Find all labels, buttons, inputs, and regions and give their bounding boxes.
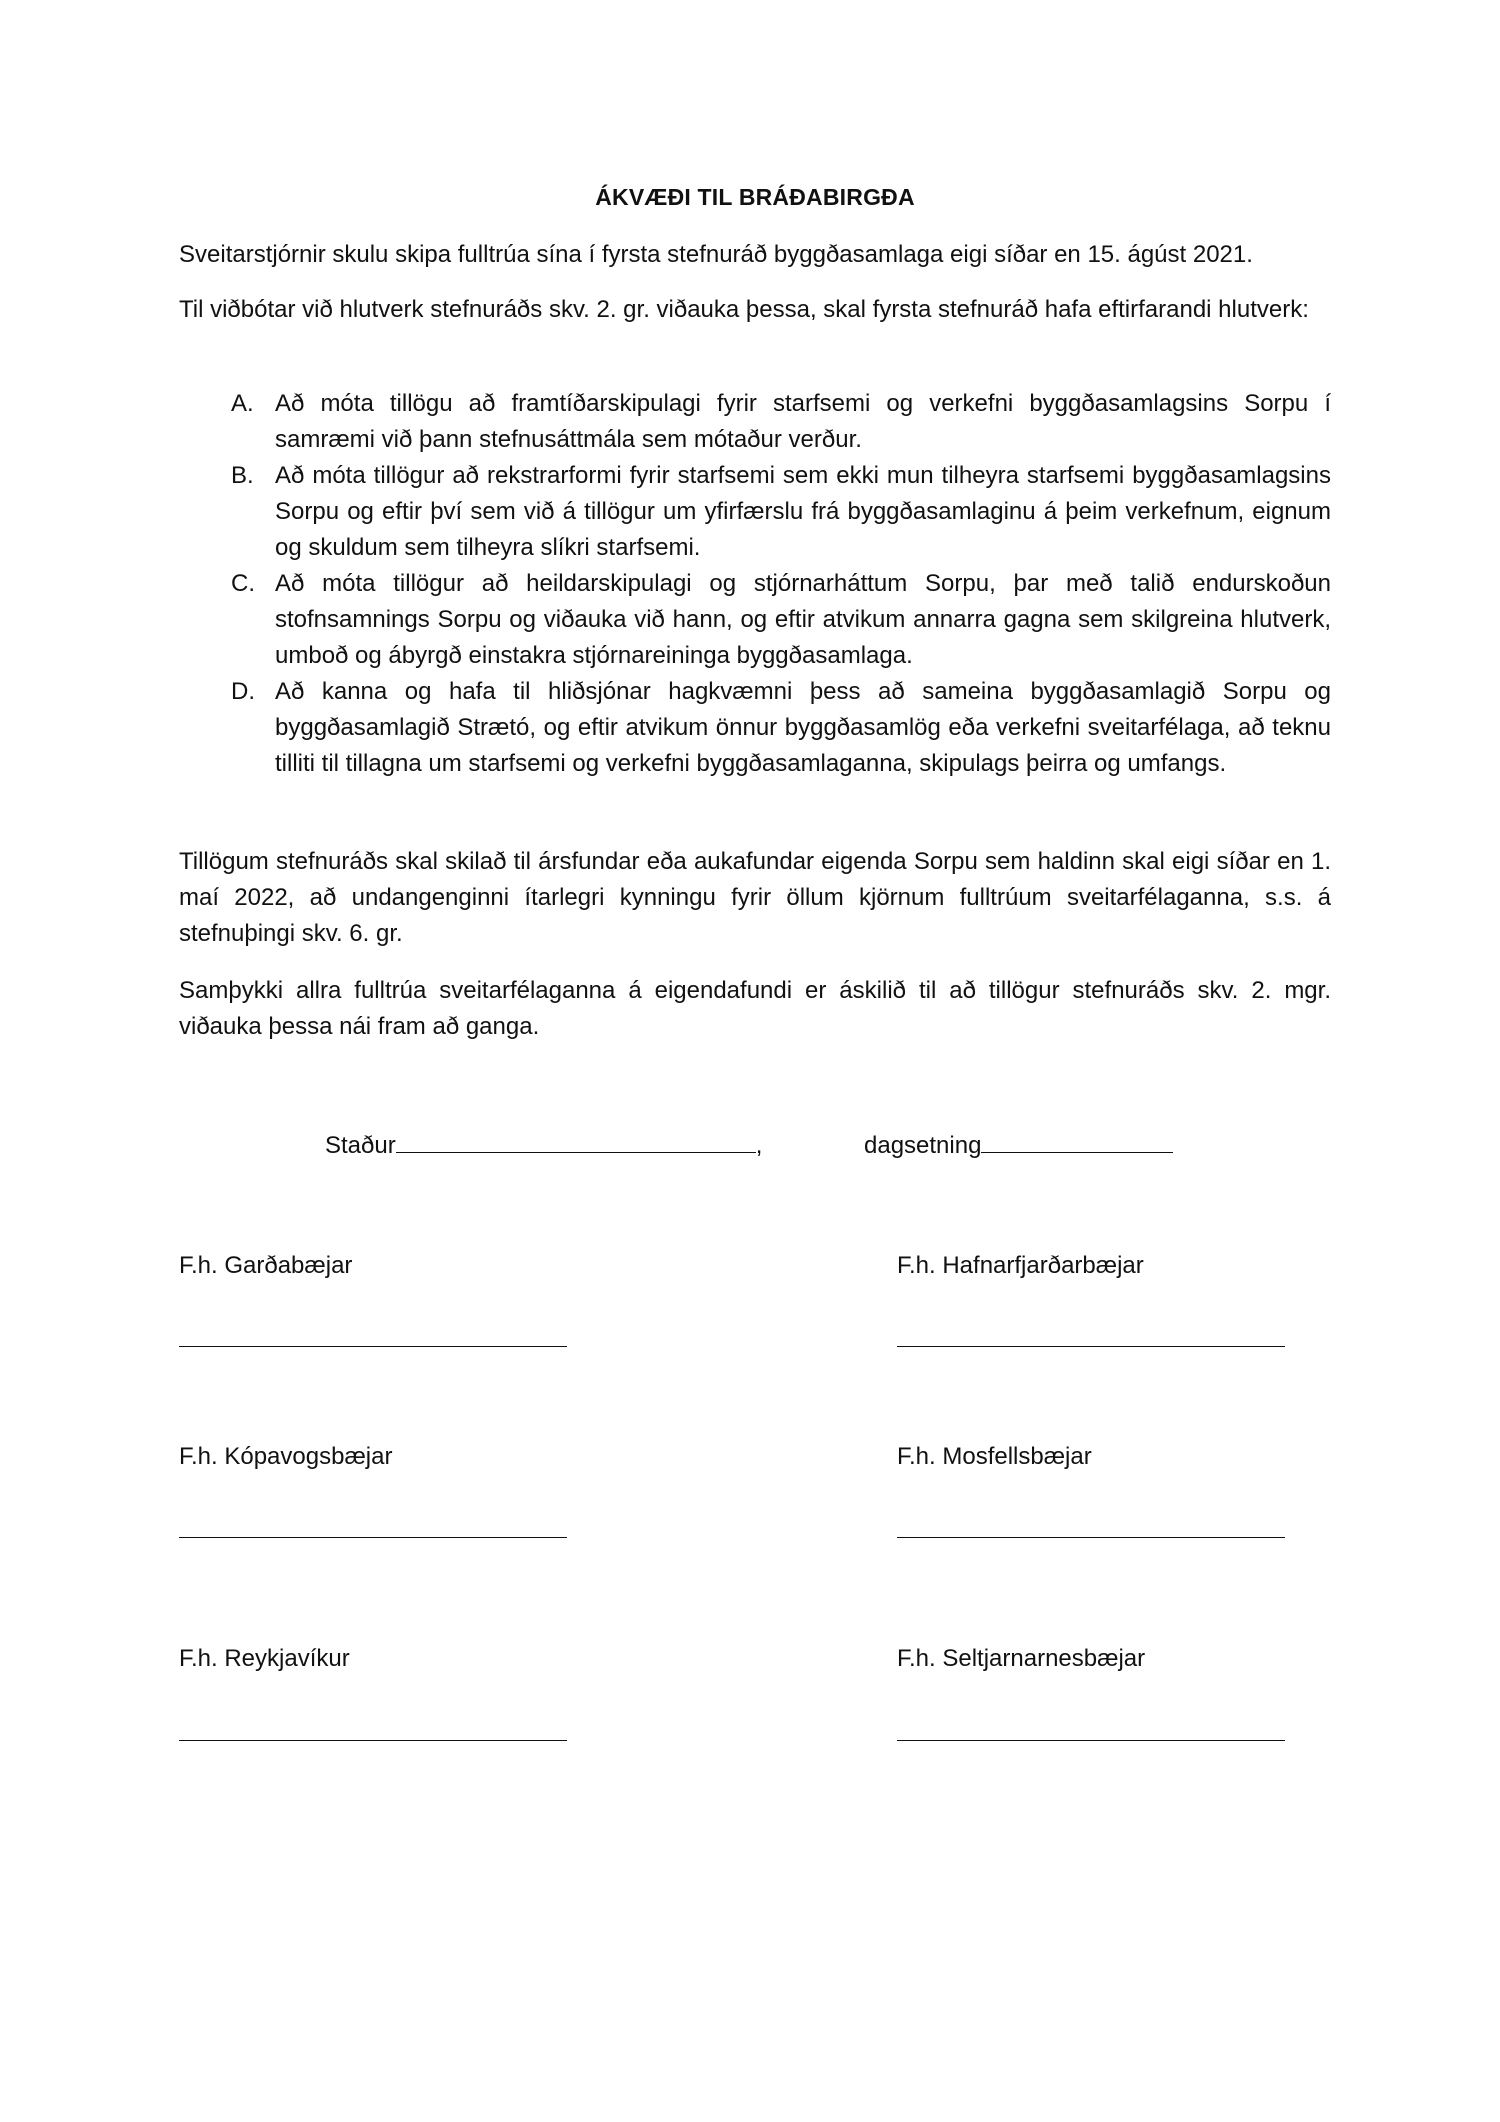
list-item-text: Að kanna og hafa til hliðsjónar hagkvæmni þess að sameina byggðasamlagið Sorpu og byggðasamlagið Strætó, og eftir atvikum önnur byggðasamlög eða verkefni sveitarfélaga, að teknu tilliti til tillagna um starfsemi og verkefni byggðasamlaganna, skipulags þeirra og umfangs. [275, 678, 1331, 777]
signature-line[interactable] [897, 1346, 1285, 1347]
signature-line[interactable] [897, 1740, 1285, 1741]
signatory-reykjavik: F.h. Reykjavíkur [179, 1645, 350, 1672]
date-blank[interactable] [981, 1126, 1173, 1153]
paragraph-approval: Samþykki allra fulltrúa sveitarfélaganna á eigendafundi er áskilið til að tillögur stefnuráðs skv. 2. mgr. viðauka þessa nái fram að ganga. [179, 977, 1331, 1040]
signatory-kopavogur: F.h. Kópavogsbæjar [179, 1443, 393, 1470]
place-field [325, 1126, 762, 1164]
place-separator: , [755, 1132, 763, 1159]
list-item [179, 458, 1331, 566]
place-label: Staður [325, 1132, 396, 1159]
signature-line[interactable] [897, 1537, 1285, 1538]
list-marker: A. [231, 390, 254, 417]
signatory-seltjarnarnes: F.h. Seltjarnarnesbæjar [897, 1645, 1146, 1672]
list-item [179, 674, 1331, 782]
place-blank[interactable] [396, 1126, 756, 1153]
signatory-hafnarfjordur: F.h. Hafnarfjarðarbæjar [897, 1252, 1144, 1279]
list-item [179, 386, 1331, 458]
date-field [864, 1126, 1173, 1164]
document-title: ÁKVÆÐI TIL BRÁÐABIRGÐA [595, 184, 915, 210]
signatory-mosfellsbaer: F.h. Mosfellsbæjar [897, 1443, 1092, 1470]
list-item-text: Að móta tillögur að heildarskipulagi og stjórnarháttum Sorpu, þar með talið endurskoðun stofnsamnings Sorpu og viðauka við hann, og eftir atvikum annarra gagna sem skilgreina hlutverk, umboð og ábyrgð einstakra stjórnareininga byggðasamlaga. [275, 570, 1331, 669]
paragraph-appointment: Sveitarstjórnir skulu skipa fulltrúa sína í fyrsta stefnuráð byggðasamlaga eigi síðar en 15. ágúst 2021. [179, 241, 1253, 268]
paragraph-submission: Tillögum stefnuráðs skal skilað til ársfundar eða aukafundar eigenda Sorpu sem haldinn skal eigi síðar en 1. maí 2022, að undangenginni ítarlegri kynningu fyrir öllum kjörnum fulltrúum sveitarfélaganna, s.s. á stefnuþingi skv. 6. gr. [179, 848, 1331, 947]
date-label: dagsetning [864, 1132, 982, 1159]
paragraph-additional-roles: Til viðbótar við hlutverk stefnuráðs skv. 2. gr. viðauka þessa, skal fyrsta stefnuráð hafa eftirfarandi hlutverk: [179, 296, 1309, 323]
list-marker: B. [231, 462, 254, 489]
signature-line[interactable] [179, 1537, 567, 1538]
signatory-gardabaer: F.h. Garðabæjar [179, 1252, 353, 1279]
roles-list [179, 386, 1331, 782]
list-item [179, 566, 1331, 674]
list-marker: D. [231, 678, 255, 705]
signature-line[interactable] [179, 1740, 567, 1741]
list-item-text: Að móta tillögur að rekstrarformi fyrir starfsemi sem ekki mun tilheyra starfsemi byggðasamlagsins Sorpu og eftir því sem við á tillögur um yfirfærslu frá byggðasamlaginu á þeim verkefnum, eignum og skuldum sem tilheyra slíkri starfsemi. [275, 462, 1331, 561]
list-item-text: Að móta tillögu að framtíðarskipulagi fyrir starfsemi og verkefni byggðasamlagsins Sorpu í samræmi við þann stefnusáttmála sem mótaður verður. [275, 390, 1331, 453]
signature-line[interactable] [179, 1346, 567, 1347]
list-marker: C. [231, 570, 255, 597]
